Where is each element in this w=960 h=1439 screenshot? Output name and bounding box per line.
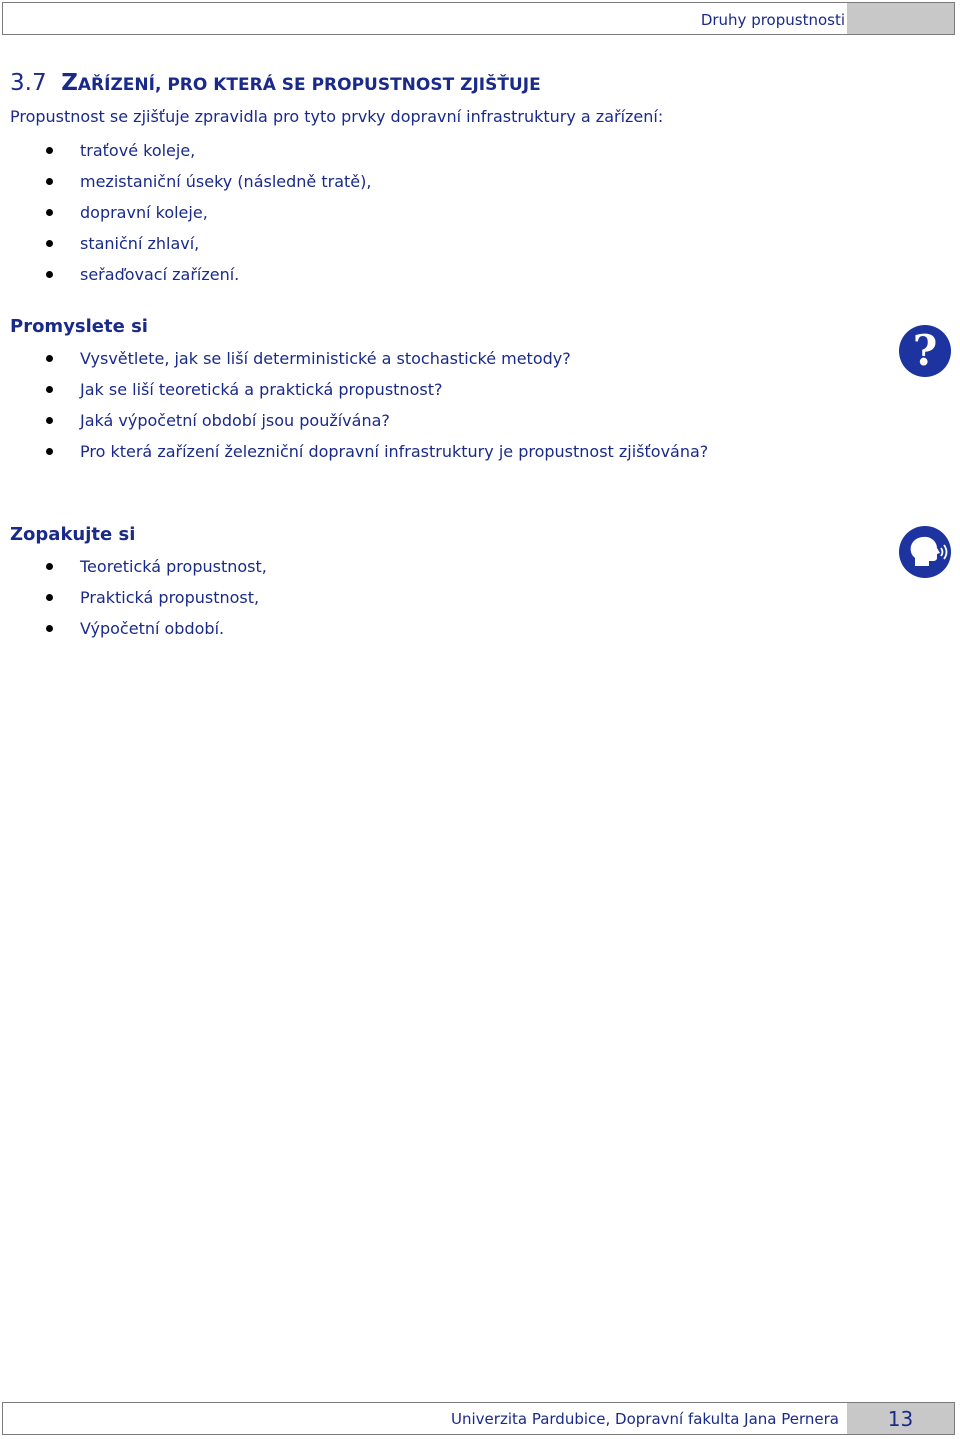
review-list <box>0 551 267 644</box>
section-title-rest: AŘÍZENÍ, PRO KTERÁ SE PROPUSTNOST ZJIŠŤUJE <box>77 75 541 95</box>
list-item: Jaká výpočetní období jsou používána? <box>0 405 708 436</box>
list-item: Jak se liší teoretická a praktická propustnost? <box>0 374 708 405</box>
header-shade <box>847 3 954 34</box>
running-title: Druhy propustnosti <box>700 11 845 29</box>
speaking-head-icon <box>899 526 951 578</box>
review-heading: Zopakujte si <box>10 524 136 545</box>
think-question-list <box>0 343 708 467</box>
page-number: 13 <box>887 1407 914 1431</box>
intro-paragraph: Propustnost se zjišťuje zpravidla pro tyto prvky dopravní infrastruktury a zařízení: <box>10 107 664 126</box>
section-title <box>10 70 541 96</box>
footer-institution: Univerzita Pardubice, Dopravní fakulta Jana Pernera <box>451 1410 839 1428</box>
list-item: Výpočetní období. <box>0 613 267 644</box>
list-item: Teoretická propustnost, <box>0 551 267 582</box>
facility-list <box>0 135 371 290</box>
footer-shade <box>847 1403 954 1434</box>
list-item: Vysvětlete, jak se liší deterministické a stochastické metody? <box>0 343 708 374</box>
section-number: 3.7 <box>10 70 47 96</box>
list-item: mezistaniční úseky (následně tratě), <box>0 166 371 197</box>
list-item: Praktická propustnost, <box>0 582 267 613</box>
list-item: traťové koleje, <box>0 135 371 166</box>
question-icon: ? <box>899 325 951 377</box>
list-item: Pro která zařízení železniční dopravní infrastruktury je propustnost zjišťována? <box>0 436 708 467</box>
section-title-initial: Z <box>61 70 78 96</box>
list-item: staniční zhlaví, <box>0 228 371 259</box>
list-item: seřaďovací zařízení. <box>0 259 371 290</box>
think-heading: Promyslete si <box>10 316 148 337</box>
page-footer <box>2 1402 955 1435</box>
list-item: dopravní koleje, <box>0 197 371 228</box>
page-header <box>2 2 955 35</box>
